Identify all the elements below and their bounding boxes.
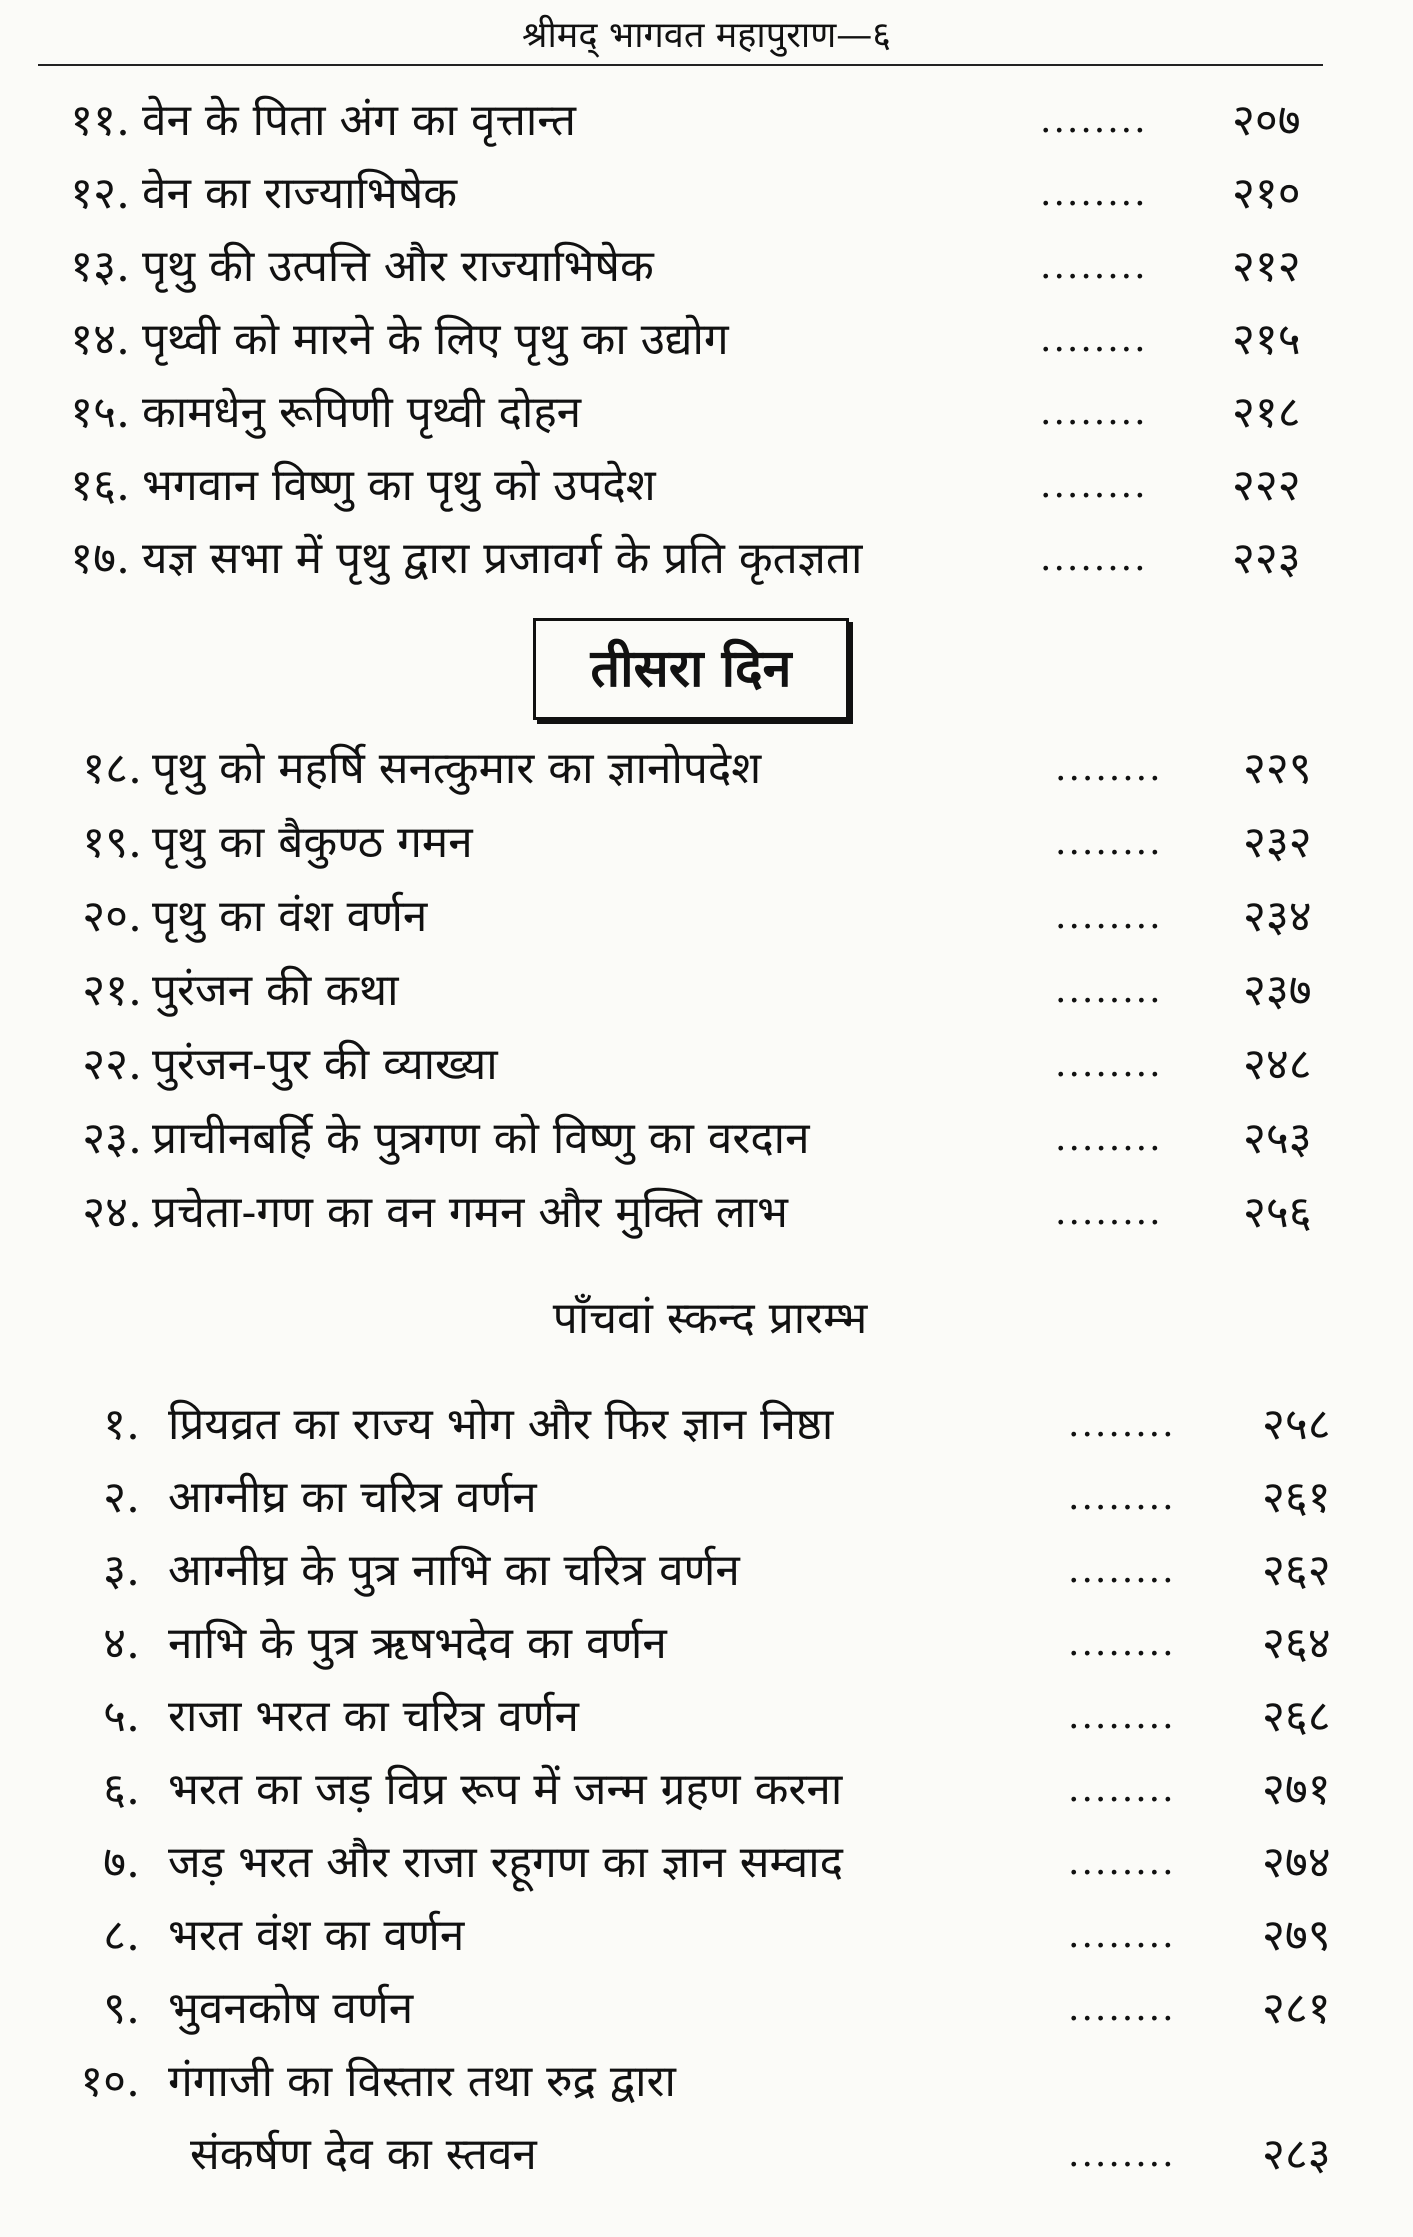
entry-title: वेन के पिता अंग का वृत्तान्त	[142, 95, 576, 146]
entry-page: २८३	[1262, 2129, 1331, 2180]
leader-dots: ........	[1055, 1192, 1163, 1233]
entry-title: पृथु का बैकुण्ठ गमन	[152, 817, 473, 868]
toc-row	[0, 732, 1413, 806]
entry-number: ६.	[103, 1764, 140, 1815]
leader-dots: ........	[1040, 173, 1148, 214]
day-heading-box: तीसरा दिन	[533, 618, 849, 720]
entry-page: २७९	[1262, 1910, 1331, 1961]
entry-page: २०७	[1232, 95, 1301, 146]
leader-dots: ........	[1068, 1769, 1176, 1810]
leader-dots: ........	[1068, 1404, 1176, 1445]
toc-row	[0, 522, 1413, 595]
entry-page: २३४	[1243, 891, 1312, 942]
toc-row	[0, 954, 1413, 1028]
entry-page: २६८	[1262, 1691, 1331, 1742]
toc-row	[0, 880, 1413, 954]
toc-row	[0, 1680, 1413, 1753]
toc-row	[0, 1388, 1413, 1461]
leader-dots: ........	[1055, 970, 1163, 1011]
entry-page: २३७	[1243, 965, 1312, 1016]
page-header: श्रीमद् भागवत महापुराण—६	[522, 15, 891, 56]
entry-title: पुरंजन की कथा	[152, 965, 399, 1016]
leader-dots: ........	[1040, 392, 1148, 433]
toc-row	[0, 1176, 1413, 1250]
entry-number: २.	[103, 1472, 140, 1523]
entry-title: आग्नीघ्र का चरित्र वर्णन	[168, 1472, 537, 1523]
leader-dots: ........	[1068, 1842, 1176, 1883]
entry-title: भरत वंश का वर्णन	[168, 1910, 465, 1961]
entry-number: १९.	[82, 817, 142, 868]
entry-number: १४.	[70, 314, 130, 365]
leader-dots: ........	[1040, 246, 1148, 287]
entry-number: ३.	[103, 1545, 140, 1596]
entry-page: २७१	[1262, 1764, 1331, 1815]
leader-dots: ........	[1068, 1696, 1176, 1737]
entry-number: १५.	[70, 387, 130, 438]
entry-title: भुवनकोष वर्णन	[168, 1983, 414, 2034]
skandha-heading: पाँचवां स्कन्द प्रारम्भ	[552, 1293, 868, 1344]
leader-dots: ........	[1068, 2134, 1176, 2175]
entry-title: आग्नीघ्र के पुत्र नाभि का चरित्र वर्णन	[168, 1545, 740, 1596]
leader-dots: ........	[1040, 319, 1148, 360]
toc-row	[0, 1753, 1413, 1826]
entry-number: १०.	[80, 2056, 140, 2107]
toc-row	[0, 1972, 1413, 2045]
entry-page: २२९	[1243, 743, 1312, 794]
toc-row-continued	[0, 2118, 1413, 2191]
entry-page: २६१	[1262, 1472, 1331, 1523]
entry-number: १.	[103, 1399, 140, 1450]
entry-page: २१०	[1232, 168, 1301, 219]
entry-page: २२२	[1232, 460, 1301, 511]
leader-dots: ........	[1055, 1044, 1163, 1085]
toc-row	[0, 1461, 1413, 1534]
toc-row	[0, 1102, 1413, 1176]
entry-title-continued: संकर्षण देव का स्तवन	[190, 2129, 537, 2180]
leader-dots: ........	[1068, 1915, 1176, 1956]
toc-section-3	[0, 1388, 1413, 2191]
entry-number: १८.	[82, 743, 142, 794]
entry-title: पृथु को महर्षि सनत्कुमार का ज्ञानोपदेश	[152, 743, 762, 794]
toc-row	[0, 2045, 1413, 2118]
leader-dots: ........	[1055, 1118, 1163, 1159]
entry-title: वेन का राज्याभिषेक	[142, 168, 458, 219]
toc-row	[0, 303, 1413, 376]
entry-page: २१२	[1232, 241, 1301, 292]
entry-number: ५.	[103, 1691, 140, 1742]
entry-number: १३.	[70, 241, 130, 292]
leader-dots: ........	[1068, 1623, 1176, 1664]
toc-row	[0, 1899, 1413, 1972]
entry-title: कामधेनु रूपिणी पृथ्वी दोहन	[142, 387, 582, 438]
entry-page: २५६	[1243, 1187, 1312, 1238]
toc-row	[0, 1826, 1413, 1899]
entry-title: पृथु की उत्पत्ति और राज्याभिषेक	[142, 241, 654, 292]
entry-number: ७.	[103, 1837, 140, 1888]
leader-dots: ........	[1040, 100, 1148, 141]
entry-title: प्रियव्रत का राज्य भोग और फिर ज्ञान निष्ठा	[168, 1399, 834, 1450]
toc-row	[0, 1028, 1413, 1102]
entry-number: २३.	[82, 1113, 142, 1164]
entry-page: २७४	[1262, 1837, 1331, 1888]
entry-page: २२३	[1232, 533, 1301, 584]
leader-dots: ........	[1055, 822, 1163, 863]
entry-page: २३२	[1243, 817, 1312, 868]
toc-section-1	[0, 84, 1413, 595]
entry-number: २१.	[82, 965, 142, 1016]
entry-page: २५३	[1243, 1113, 1312, 1164]
toc-row	[0, 157, 1413, 230]
leader-dots: ........	[1068, 1550, 1176, 1591]
leader-dots: ........	[1068, 1477, 1176, 1518]
entry-title: जड़ भरत और राजा रहूगण का ज्ञान सम्वाद	[168, 1837, 843, 1888]
entry-number: २४.	[82, 1187, 142, 1238]
entry-number: ४.	[103, 1618, 140, 1669]
entry-title: भरत का जड़ विप्र रूप में जन्म ग्रहण करना	[168, 1764, 843, 1815]
leader-dots: ........	[1040, 538, 1148, 579]
toc-section-2	[0, 732, 1413, 1250]
entry-number: ११.	[70, 95, 130, 146]
header-divider	[38, 64, 1323, 66]
entry-title: भगवान विष्णु का पृथु को उपदेश	[142, 460, 656, 511]
toc-row	[0, 376, 1413, 449]
leader-dots: ........	[1068, 1988, 1176, 2029]
toc-row	[0, 230, 1413, 303]
entry-page: २६२	[1262, 1545, 1331, 1596]
toc-row	[0, 806, 1413, 880]
entry-number: १२.	[70, 168, 130, 219]
entry-title: पुरंजन-पुर की व्याख्या	[152, 1039, 498, 1090]
entry-title: प्राचीनबर्हि के पुत्रगण को विष्णु का वरदान	[152, 1113, 810, 1164]
entry-page: २४८	[1243, 1039, 1312, 1090]
entry-title: पृथु का वंश वर्णन	[152, 891, 428, 942]
entry-title: नाभि के पुत्र ऋषभदेव का वर्णन	[168, 1618, 667, 1669]
entry-page: २६४	[1262, 1618, 1331, 1669]
entry-title: गंगाजी का विस्तार तथा रुद्र द्वारा	[168, 2056, 676, 2107]
entry-page: २५८	[1262, 1399, 1331, 1450]
entry-number: ९.	[103, 1983, 140, 2034]
entry-title: पृथ्वी को मारने के लिए पृथु का उद्योग	[142, 314, 729, 365]
entry-number: १६.	[70, 460, 130, 511]
entry-page: २८१	[1262, 1983, 1331, 2034]
leader-dots: ........	[1055, 748, 1163, 789]
entry-number: १७.	[70, 533, 130, 584]
toc-row	[0, 84, 1413, 157]
entry-title: प्रचेता-गण का वन गमन और मुक्ति लाभ	[152, 1187, 788, 1238]
toc-row	[0, 1534, 1413, 1607]
entry-number: २२.	[82, 1039, 142, 1090]
entry-title: राजा भरत का चरित्र वर्णन	[168, 1691, 579, 1742]
entry-page: २१५	[1232, 314, 1301, 365]
entry-number: २०.	[82, 891, 142, 942]
leader-dots: ........	[1055, 896, 1163, 937]
leader-dots: ........	[1040, 465, 1148, 506]
toc-row	[0, 449, 1413, 522]
entry-number: ८.	[103, 1910, 140, 1961]
toc-row	[0, 1607, 1413, 1680]
entry-title: यज्ञ सभा में पृथु द्वारा प्रजावर्ग के प्रति कृतज्ञता	[142, 533, 863, 584]
entry-page: २१८	[1232, 387, 1301, 438]
